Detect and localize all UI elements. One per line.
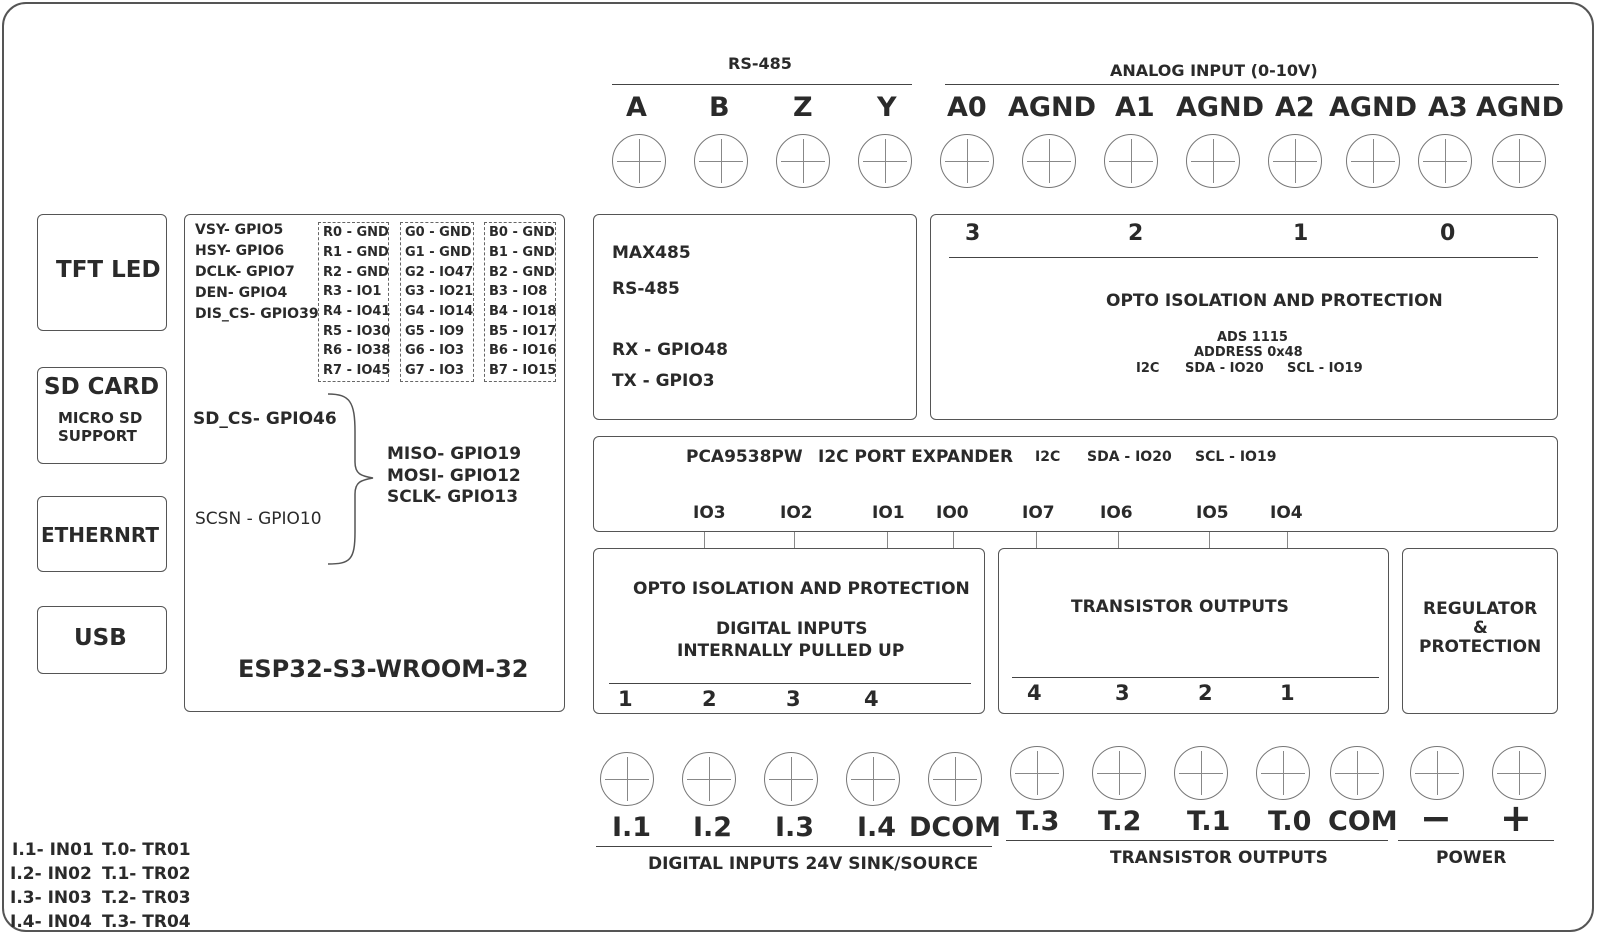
g-pin: G2 - IO47	[405, 265, 474, 280]
esp32-title: ESP32-S3-WROOM-32	[238, 655, 529, 683]
spi-brace	[325, 392, 385, 568]
analog-channel: 3	[965, 221, 981, 246]
expander-sda-label: SDA - IO20	[1087, 449, 1172, 465]
terminal-dcom[interactable]	[928, 752, 982, 806]
terminal-t3[interactable]	[1010, 746, 1064, 800]
expander-chip-label: PCA9538PW	[686, 447, 803, 467]
analog-opto-title: OPTO ISOLATION AND PROTECTION	[1106, 291, 1443, 311]
terminal-com[interactable]	[1330, 746, 1384, 800]
terminal-power-negative[interactable]	[1410, 746, 1464, 800]
bottom-terminal-label-com: COM	[1328, 806, 1398, 837]
max485-box	[593, 214, 917, 420]
micro-sd-label: MICRO SD	[58, 409, 143, 427]
expander-io: IO4	[1270, 503, 1303, 523]
g-pin: G7 - IO3	[405, 363, 465, 378]
display-pin-den: DEN- GPIO4	[195, 285, 288, 301]
terminal-t2[interactable]	[1092, 746, 1146, 800]
ads1115-label: ADS 1115	[1217, 330, 1288, 345]
terminal-a1[interactable]	[1104, 134, 1158, 188]
transistor-group-line	[1006, 840, 1388, 841]
legend-input-2: I.2- IN02	[10, 864, 92, 884]
b-pin: B4 - IO18	[489, 304, 557, 319]
terminal-a0[interactable]	[940, 134, 994, 188]
tft-led-box	[37, 214, 167, 331]
terminal-a2[interactable]	[1268, 134, 1322, 188]
terminal-i1[interactable]	[600, 752, 654, 806]
io1-link	[887, 532, 888, 548]
power-group-label: POWER	[1436, 848, 1507, 868]
bottom-terminal-label-i1: I.1	[612, 812, 652, 843]
r-pin: R7 - IO45	[323, 363, 391, 378]
ads-address-label: ADDRESS 0x48	[1194, 345, 1303, 360]
sd-card-label: SD CARD	[44, 374, 160, 400]
transistor-channel: 4	[1027, 681, 1042, 705]
io4-link	[1287, 532, 1288, 548]
digital-opto-title: OPTO ISOLATION AND PROTECTION	[633, 579, 970, 599]
top-terminal-label-b: B	[709, 92, 730, 123]
transistor-group-label: TRANSISTOR OUTPUTS	[1110, 848, 1328, 868]
transistor-channel: 3	[1115, 681, 1130, 705]
g-pin: G4 - IO14	[405, 304, 474, 319]
expander-io: IO5	[1196, 503, 1229, 523]
top-terminal-label-a3: A3	[1428, 92, 1468, 123]
digital-channel: 1	[618, 687, 633, 711]
support-label: SUPPORT	[58, 427, 137, 445]
miso-pin: MISO- GPIO19	[387, 444, 522, 464]
r-pin: R2 - GND	[323, 265, 389, 280]
r-pin: R5 - IO30	[323, 324, 391, 339]
analog-channel: 0	[1440, 221, 1456, 246]
terminal-rs485-a[interactable]	[612, 134, 666, 188]
io2-link	[794, 532, 795, 548]
io0-link	[953, 532, 954, 548]
sd-card-box	[37, 367, 167, 464]
top-terminal-label-a2: A2	[1275, 92, 1315, 123]
terminal-a3[interactable]	[1418, 134, 1472, 188]
digital-channel: 2	[702, 687, 717, 711]
bottom-terminal-label-t3: T.3	[1016, 806, 1060, 837]
top-terminal-label-agnd-3: AGND	[1329, 92, 1418, 123]
io5-link	[1209, 532, 1210, 548]
g-pin: G3 - IO21	[405, 284, 474, 299]
terminal-rs485-b[interactable]	[694, 134, 748, 188]
terminal-rs485-z[interactable]	[776, 134, 830, 188]
analog-channel-line	[949, 257, 1538, 258]
display-pin-vsy: VSY- GPIO5	[195, 222, 284, 238]
digital-group-label: DIGITAL INPUTS 24V SINK/SOURCE	[648, 854, 979, 874]
mosi-pin: MOSI- GPIO12	[387, 466, 521, 486]
regulator-box	[1402, 548, 1558, 714]
terminal-t1[interactable]	[1174, 746, 1228, 800]
terminal-power-positive[interactable]	[1492, 746, 1546, 800]
top-terminal-label-agnd-4: AGND	[1476, 92, 1565, 123]
analog-opto-box	[930, 214, 1558, 420]
usb-label: USB	[74, 625, 127, 651]
expander-io: IO7	[1022, 503, 1055, 523]
display-pin-hsy: HSY- GPIO6	[195, 243, 285, 259]
minus-icon: −	[1420, 796, 1452, 840]
g-pin-group	[400, 222, 474, 382]
terminal-i3[interactable]	[764, 752, 818, 806]
io3-link	[704, 532, 705, 548]
io7-link	[1036, 532, 1037, 548]
plus-icon: +	[1500, 796, 1532, 840]
top-terminal-label-agnd-1: AGND	[1008, 92, 1097, 123]
legend-input-1: I.1- IN01	[12, 840, 94, 860]
g-pin: G0 - GND	[405, 225, 472, 240]
digital-channel: 3	[786, 687, 801, 711]
legend-output-2: T.1- TR02	[102, 864, 191, 884]
expander-io: IO0	[936, 503, 969, 523]
b-pin: B5 - IO17	[489, 324, 557, 339]
terminal-agnd-2[interactable]	[1186, 134, 1240, 188]
regulator-line1: REGULATOR	[1423, 599, 1538, 619]
analog-i2c-label: I2C	[1136, 361, 1160, 376]
g-pin: G1 - GND	[405, 245, 472, 260]
transistor-channel: 1	[1280, 681, 1295, 705]
bottom-terminal-label-t1: T.1	[1187, 806, 1231, 837]
legend-output-4: T.3- TR04	[102, 912, 191, 932]
g-pin: G5 - IO9	[405, 324, 465, 339]
digital-channel: 4	[864, 687, 879, 711]
b-pin: B6 - IO16	[489, 343, 557, 358]
expander-scl-label: SCL - IO19	[1195, 449, 1277, 465]
io6-link	[1118, 532, 1119, 548]
transistor-outputs-box	[998, 548, 1389, 714]
bottom-terminal-label-i2: I.2	[693, 812, 733, 843]
legend-output-1: T.0- TR01	[102, 840, 191, 860]
top-terminal-label-y: Y	[877, 92, 897, 123]
analog-channel: 2	[1128, 221, 1144, 246]
regulator-line3: PROTECTION	[1419, 637, 1542, 657]
legend-input-4: I.4- IN04	[10, 912, 92, 932]
ethernet-label: ETHERNRT	[41, 523, 159, 547]
r-pin: R6 - IO38	[323, 343, 391, 358]
bottom-terminal-label-i3: I.3	[775, 812, 815, 843]
r-pin: R0 - GND	[323, 225, 389, 240]
legend-output-3: T.2- TR03	[102, 888, 191, 908]
terminal-t0[interactable]	[1256, 746, 1310, 800]
r-pin: R3 - IO1	[323, 284, 382, 299]
regulator-line2: &	[1473, 618, 1488, 638]
analog-sda-label: SDA - IO20	[1185, 361, 1264, 376]
port-expander-box	[593, 436, 1558, 532]
b-pin: B0 - GND	[489, 225, 555, 240]
expander-i2c-label: I2C	[1035, 449, 1061, 465]
display-pin-dclk: DCLK- GPIO7	[195, 264, 295, 280]
r-pin: R1 - GND	[323, 245, 389, 260]
digital-channel-line	[609, 683, 971, 684]
display-pin-dis-cs: DIS_CS- GPIO39	[195, 306, 319, 322]
tx-pin: TX - GPIO3	[612, 371, 715, 391]
r-pin: R4 - IO41	[323, 304, 391, 319]
analog-channel: 1	[1293, 221, 1309, 246]
r-pin-group	[318, 222, 389, 382]
b-pin: B2 - GND	[489, 265, 555, 280]
power-group-line	[1398, 840, 1554, 841]
terminal-rs485-y[interactable]	[858, 134, 912, 188]
b-pin: B7 - IO15	[489, 363, 557, 378]
terminal-agnd-1[interactable]	[1022, 134, 1076, 188]
ethernet-box	[37, 496, 167, 572]
b-pin-group	[484, 222, 556, 382]
top-terminal-label-z: Z	[793, 92, 813, 123]
max485-label: MAX485	[612, 243, 691, 263]
top-terminal-label-a1: A1	[1115, 92, 1155, 123]
bottom-terminal-label-t2: T.2	[1098, 806, 1142, 837]
top-terminal-label-agnd-2: AGND	[1176, 92, 1265, 123]
terminal-agnd-4[interactable]	[1492, 134, 1546, 188]
analog-input-header: ANALOG INPUT (0-10V)	[1110, 61, 1318, 80]
sd-cs-pin: SD_CS- GPIO46	[193, 409, 337, 429]
terminal-i2[interactable]	[682, 752, 736, 806]
tft-led-label: TFT LED	[56, 257, 161, 283]
analog-scl-label: SCL - IO19	[1287, 361, 1363, 376]
terminal-i4[interactable]	[846, 752, 900, 806]
transistor-channel: 2	[1198, 681, 1213, 705]
g-pin: G6 - IO3	[405, 343, 465, 358]
digital-inputs-line1: DIGITAL INPUTS	[716, 619, 868, 639]
digital-inputs-box	[593, 548, 985, 714]
transistor-channel-line	[1012, 677, 1379, 678]
legend-input-3: I.3- IN03	[10, 888, 92, 908]
top-terminal-label-a: A	[626, 92, 647, 123]
analog-header-line	[945, 84, 1559, 85]
digital-inputs-line2: INTERNALLY PULLED UP	[677, 641, 905, 661]
expander-io: IO1	[872, 503, 905, 523]
expander-io: IO6	[1100, 503, 1133, 523]
sclk-pin: SCLK- GPIO13	[387, 487, 519, 507]
expander-io: IO2	[780, 503, 813, 523]
rs485-header: RS-485	[728, 54, 792, 73]
expander-io: IO3	[693, 503, 726, 523]
rs485-label: RS-485	[612, 279, 680, 299]
top-terminal-label-a0: A0	[947, 92, 987, 123]
rx-pin: RX - GPIO48	[612, 340, 728, 360]
expander-name-label: I2C PORT EXPANDER	[818, 447, 1014, 467]
usb-box	[37, 606, 167, 674]
b-pin: B3 - IO8	[489, 284, 548, 299]
b-pin: B1 - GND	[489, 245, 555, 260]
digital-group-line	[596, 846, 992, 847]
bottom-terminal-label-i4: I.4	[857, 812, 897, 843]
transistor-box-title: TRANSISTOR OUTPUTS	[1071, 597, 1289, 617]
terminal-agnd-3[interactable]	[1346, 134, 1400, 188]
bottom-terminal-label-t0: T.0	[1268, 806, 1312, 837]
rs485-header-line	[612, 84, 912, 85]
scsn-pin: SCSN - GPIO10	[195, 509, 322, 529]
bottom-terminal-label-dcom: DCOM	[909, 812, 1002, 843]
